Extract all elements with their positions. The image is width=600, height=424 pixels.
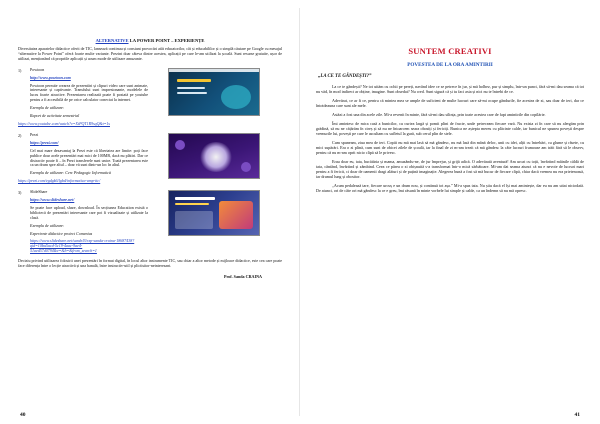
example-title: Experiente didactice proiect Comenius bbox=[30, 230, 93, 236]
list-item-powtoon bbox=[18, 68, 282, 127]
prezi-screenshot bbox=[168, 133, 260, 179]
page-number-left: 40 bbox=[20, 412, 26, 418]
item-number: 3) bbox=[18, 190, 22, 196]
item-link[interactable]: https://prezi.com/ bbox=[30, 139, 59, 145]
list-item-slideshare bbox=[18, 190, 282, 254]
title-highlight: ALTERNATIVE bbox=[95, 38, 129, 43]
example-label: Exemplu de utilizare: bbox=[30, 105, 65, 111]
title-rest: LA POWER POINT – EXPERIENȚE bbox=[128, 38, 205, 43]
story-paragraph: Îmi amintesc de mica casă a bunicilor, cu curtea largă și pomii plini de fructe, unde petreceam fiecare vară. Nu exista zi în care să nu alergăm prin grădină, să nu ne cățărăm în cireș și să nu ne întoarcem seara obosiți și fericiți. Bunica ne aștepta mereu cu plăcinte calde, iar bunicul ne spunea povești despre vremurile lui, povești pe care le ascultam cu sufletul la gură, sub cerul plin de stele. bbox=[316, 120, 584, 136]
article-title bbox=[18, 38, 282, 43]
example-link[interactable]: https://www.youtube.com/watch?v=XtPQT1R9sqQ&t=1s bbox=[18, 120, 110, 126]
example-title: Raport de activitate semestrial bbox=[30, 113, 80, 119]
story-paragraph: La ce te gândești? Ne tot uităm cu ochii pe pereți, navând idee ce se petrece în jur, și mă holbez, pur și simplu, într-un punct, fără să-mi dau seama că tot nu văd, în mod indirect ar obține, imagine. Sunt obsedat? Nu cred. Sunt sigură că și tu faci asta și nici nu te întrebi de ce. bbox=[316, 84, 584, 95]
item-number: 2) bbox=[18, 132, 22, 138]
intro-paragraph: Diversitatea aparatelor didactice oferit de TIC, lansează continuu și constant provocări atât educatorilor, cât și educabililor și o simplă căutare pe Google cu mesajul “alternative la Power Point” oferă foarte multe variante. Prezint doar câteva dintre acestea, aplicații pe care le-am utilizat la școală. Sunt resurse gratuite, ușor de utilizat, menționând că propriile aplicații și acum mode de utilizare amuzante. bbox=[18, 46, 282, 61]
item-description: Cel mai mare dezavantaj la Prezi este că libertatea are limite: poți face publice doar acele prezentări mai mici de 100MB, dacă nu plătiri. Dar ce distractiv poate fi – în Prezi transferele sunt unice. Toată prezentarea este ca un drum spre altul – doar vă sunt dintr-un loc în altul. bbox=[30, 147, 148, 168]
item-description: Se poate face upload, share, download. În secțiunea Education există o bibliotecă de prezentări interesante care pot fi vizualizate și utilizate la clasă. bbox=[30, 204, 148, 220]
item-name: Prezi bbox=[30, 131, 39, 137]
conclusion-paragraph: Deciziu privind utilizarea folosirii unei prezentări în format digital, în locul altor instrumente TIC, sau chiar a altor metode și mijloace didactice, este cea care poate face diferența între o lecție atractivă și una banală, între instructiv-util și plictisitor-neinteresant. bbox=[18, 258, 282, 269]
item-number: 1) bbox=[18, 67, 22, 73]
list-item-prezi bbox=[18, 133, 282, 184]
example-link[interactable]: https://www.slideshare.net/sandrl3/exp-sanda-craina-18687438?qid=10ba5acd-5c19-4aac-9ae4-51aed57d0794&v=&b=&from_search=1 bbox=[30, 238, 135, 254]
powtoon-screenshot bbox=[168, 68, 260, 116]
section-title: SUNTEM CREATIVI bbox=[408, 46, 492, 56]
item-link[interactable]: http://www.powtoon.com bbox=[30, 74, 71, 80]
item-name: SlideShare bbox=[30, 189, 48, 195]
item-name: Powtoon bbox=[30, 66, 45, 72]
story-subtitle: POVESTEA DE LA ORA AMINTIRII bbox=[407, 62, 493, 68]
example-label: Exemplu de utilizare: bbox=[30, 222, 65, 228]
story-paragraph: Erau doar eu, tata, bucătăria și mama, amuzându-ne, de jur împrejur, și grijă adică. O adevărată aventură! Am urcat cu toții, învârtind mâinile căldă de tata, cântând, învârtind și zâmbind. Ceea ce părea o zi obișnuită s-a transformat într-o mică sărbătoare. Mi-am dat seama atunci că nu e nevoie de lucruri mari pentru a fi fericit, ci doar de oamenii dragi alături și de puțină imaginație. Alegerea bună a fost să mă bucur de fiecare clipă, chiar dacă vremea nu era prietenoasă, iar drumul lung și obositor. bbox=[316, 158, 584, 180]
story-paragraph: Adevărat, ce ar fi ce, pentru că mintea mea se umple de suficient de multe lucruri care să-mi ocupe gândurile, fie acestea de zi, sau doar de ieri, dar ce întotdeauna care sunt ale mele. bbox=[316, 97, 584, 109]
item-description: Powtoon permite crearea de prezentări și clipuri video care sunt animate, interesante și captivante. Transfului sunt impresionante, modelele de lucru foarte atractive. Prezentarea realizată poate fi postată pe youtube pentru a fi accesibilă de pe orice calculator conectat la internet. bbox=[30, 82, 148, 103]
example-link[interactable]: https://prezi.com/egdgk6/lgbd/informatica-amp-tic/ bbox=[18, 178, 101, 184]
author-signature: Prof. Sanda CRAINA bbox=[223, 274, 262, 279]
story-paragraph: Astăzi a fost una din acele zile. Mi-a revenit în minte, fără să-mi dau silința, prin toate acestea care de fapt amintirile din copilărie. bbox=[332, 111, 546, 117]
right-page bbox=[300, 0, 600, 424]
slideshare-screenshot bbox=[168, 190, 260, 236]
story-question: „LA CE TE GÂNDEȘTI?” bbox=[318, 74, 372, 79]
story-paragraph: „Acum pedalează tare, fiecare urcuș e un drum nou, și continuă tot așa.” Mi-a spus tata. Nu știu dacă el își mai amintește, dar eu nu am uitat niciodată. De atunci, ori de câte ori mă gândesc la ce e greu, îmi răsună în minte vorbele lui simple și calde, ca un îndemn să nu mă opresc. bbox=[316, 183, 584, 194]
page-number-right: 41 bbox=[574, 412, 580, 418]
story-paragraph: Cum spuneam, ziua mea de ieri. Copiii nu mă mai lasă să mă gândesc, nu mă lasă din mână deloc, unii cu idei, alții cu întrebări, cu glume și râsete, cu mici supărări. Era o zi plină, cum sunt de obicei zilele de școală, iar la final de zi m-am trezit că mă gândesc la câte lucruri frumoase am trăit fără să le observ, pentru că nu m-am oprit nicio clipă să le privesc. bbox=[316, 139, 584, 156]
example-label: Exemplu de utilizare: Cerc Pedagogic Informatică bbox=[30, 170, 111, 176]
item-link[interactable]: https://www.slideshare.net/ bbox=[30, 197, 75, 203]
